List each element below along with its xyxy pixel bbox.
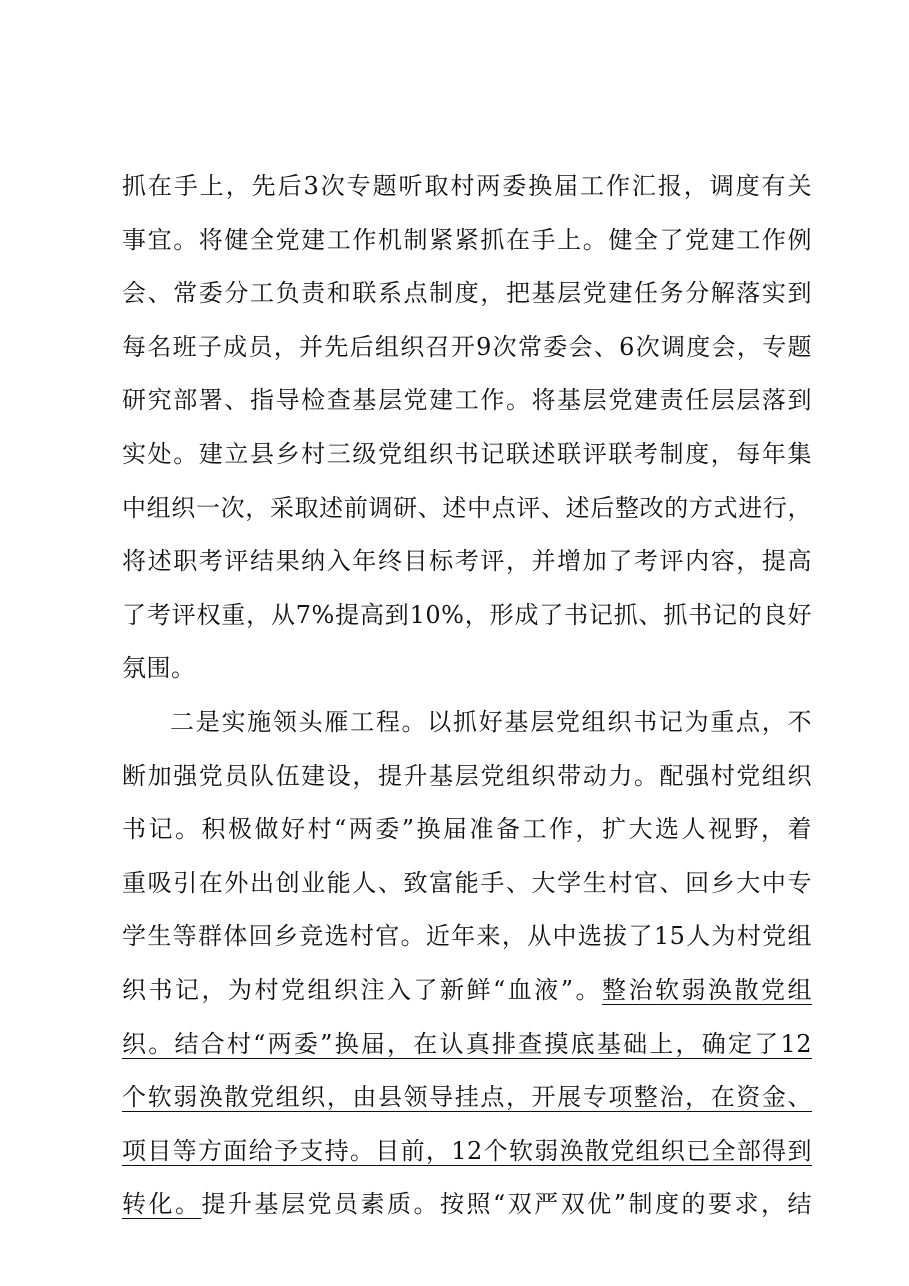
text-line: [122, 321, 812, 375]
line-text: 实处。建立县乡村三级党组织书记联述联评联考制度，每年集: [122, 439, 812, 468]
paragraph-start-line: [122, 696, 812, 750]
text-line: [122, 374, 812, 428]
text-line: [122, 535, 812, 589]
line-text: 氛围。: [122, 654, 196, 683]
text-line: [122, 482, 812, 536]
text-line: [122, 642, 812, 696]
underlined-text: 织。结合村“两委”换届，在认真排查摸底基础上，确定了12: [122, 1029, 812, 1058]
text-line: [122, 160, 812, 214]
underlined-text: 个软弱涣散党组织，由县领导挂点，开展专项整治，在资金、: [122, 1083, 812, 1112]
line-text: 研究部署、指导检查基层党建工作。将基层党建责任层层落到: [122, 386, 812, 415]
text-line: [122, 214, 812, 268]
line-text: 提升基层党员素质。按照“双严双优”制度的要求，结: [201, 1190, 812, 1219]
text-line: [122, 1018, 812, 1072]
text-line: [122, 1178, 812, 1232]
text-line: [122, 1071, 812, 1125]
underlined-text: 转化。: [122, 1190, 202, 1219]
line-text: 中组织一次，采取述前调研、述中点评、述后整改的方式进行，: [122, 493, 812, 522]
text-line: [122, 1125, 812, 1179]
text-line: [122, 267, 812, 321]
text-line: [122, 964, 812, 1018]
text-line: [122, 589, 812, 643]
line-text: 抓在手上，先后3次专题听取村两委换届工作汇报，调度有关: [122, 172, 812, 200]
text-line: [122, 910, 812, 964]
line-text: 每名班子成员，并先后组织召开9次常委会、6次调度会，专题: [122, 332, 812, 361]
text-line: [122, 428, 812, 482]
body-text: [122, 160, 812, 1232]
line-text: 会、常委分工负责和联系点制度，把基层党建任务分解落实到: [122, 279, 812, 308]
line-text: 断加强党员队伍建设，提升基层党组织带动力。配强村党组织: [122, 761, 812, 790]
line-text: 事宜。将健全党建工作机制紧紧抓在手上。健全了党建工作例: [122, 225, 812, 254]
line-text: 将述职考评结果纳入年终目标考评，并增加了考评内容，提高: [122, 547, 812, 576]
line-text: 学生等群体回乡竞选村官。近年来，从中选拔了15人为村党组: [122, 922, 812, 951]
text-line: [122, 857, 812, 911]
line-text: 了考评权重，从7%提高到10%，形成了书记抓、抓书记的良好: [122, 600, 812, 629]
line-text: 重吸引在外出创业能人、致富能手、大学生村官、回乡大中专: [122, 868, 812, 897]
underlined-text: 项目等方面给予支持。目前，12个软弱涣散党组织已全部得到: [122, 1136, 812, 1165]
text-line: [122, 750, 812, 804]
line-text: 二是实施领头雁工程。以抓好基层党组织书记为重点，不: [170, 707, 812, 736]
underlined-text: 整治软弱涣散党组: [602, 975, 813, 1004]
line-text: 书记。积极做好村“两委”换届准备工作，扩大选人视野，着: [122, 815, 812, 844]
line-text: 织书记，为村党组织注入了新鲜“血液”。: [122, 975, 603, 1004]
text-line: [122, 803, 812, 857]
